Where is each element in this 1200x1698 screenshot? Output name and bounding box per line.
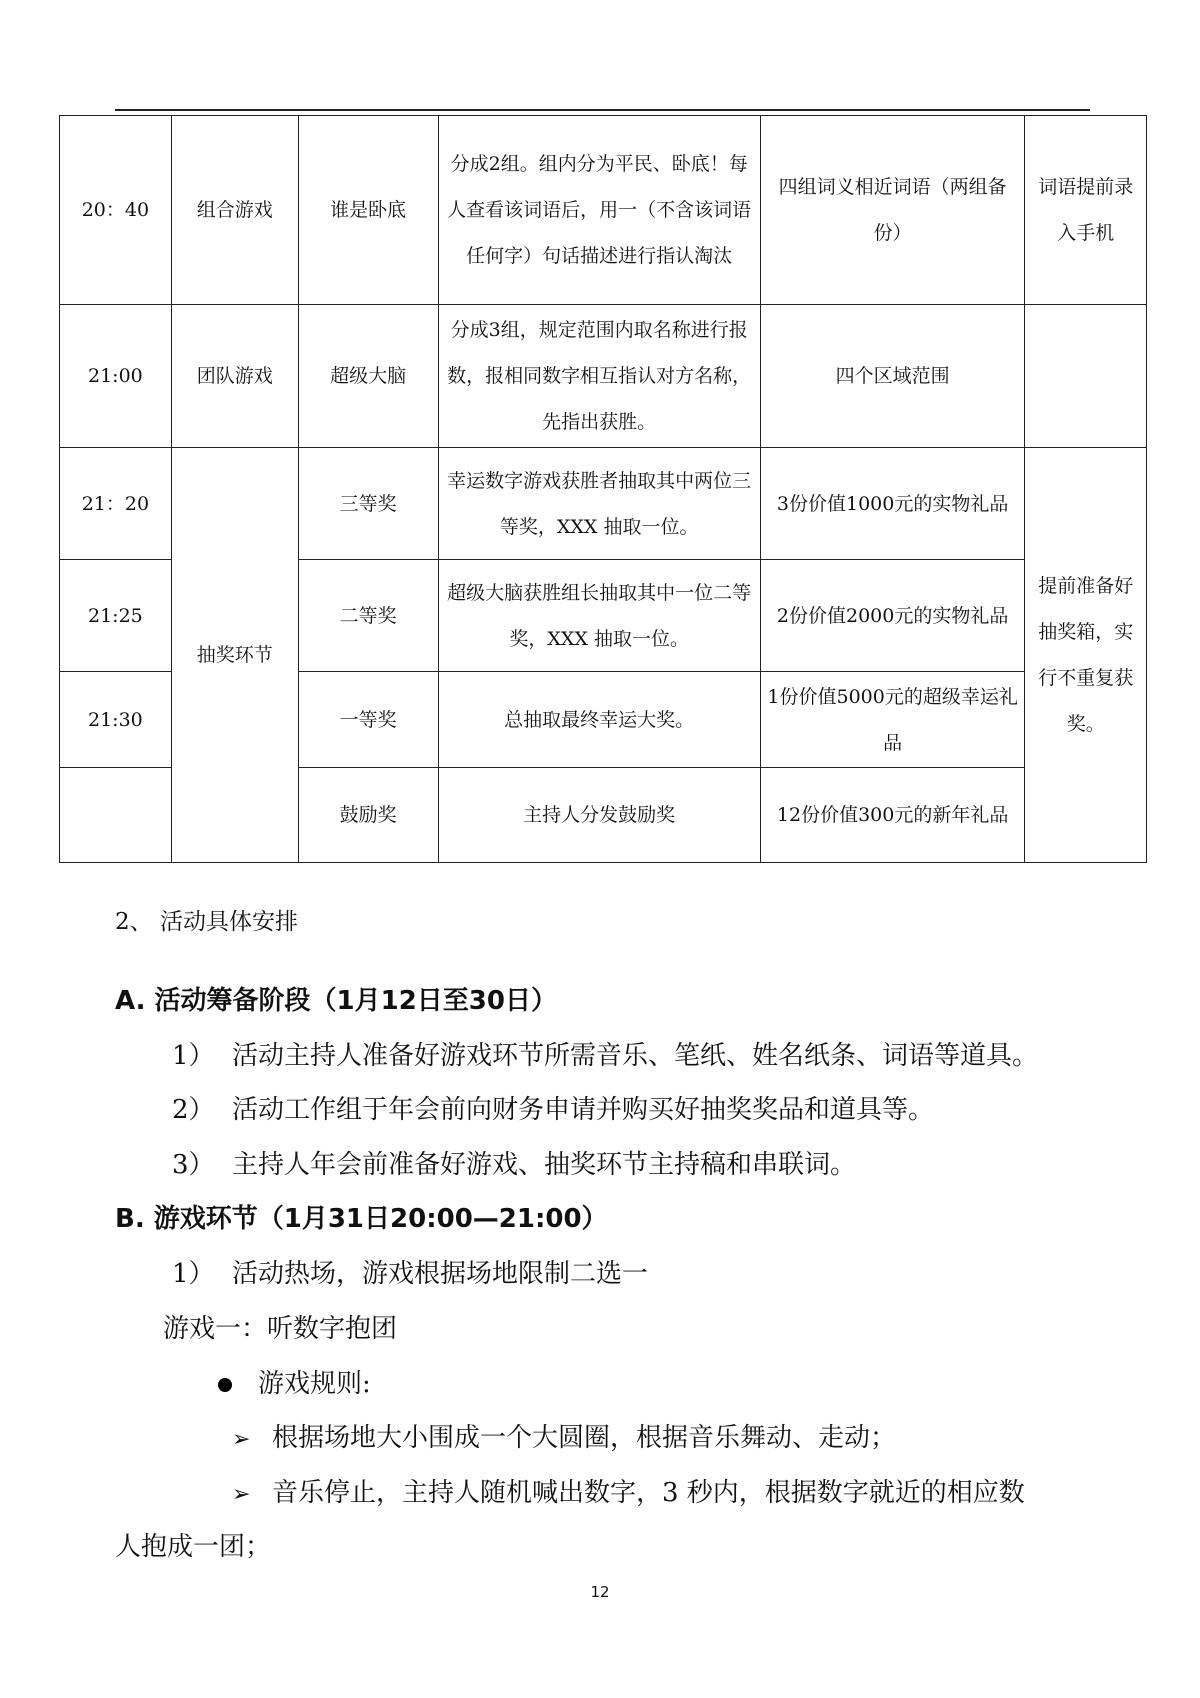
- time-cell: [60, 768, 172, 863]
- content-cell: 总抽取最终幸运大奖。: [438, 672, 760, 768]
- time-cell: 21:25: [60, 560, 172, 672]
- list-marker: 3）: [172, 1150, 215, 1180]
- notes-cell: 词语提前录入手机: [1025, 116, 1147, 305]
- arrow-bullet-icon: ➢: [232, 1427, 251, 1452]
- table-row: [60, 448, 1147, 560]
- arrow-bullet-icon: ➢: [232, 1482, 251, 1507]
- content-cell: 超级大脑获胜组长抽取其中一位二等奖，XXX 抽取一位。: [438, 560, 760, 672]
- item-cell: 二等奖: [298, 560, 438, 672]
- type-cell: 组合游戏: [171, 116, 298, 305]
- list-text: 活动热场，游戏根据场地限制二选一: [232, 1259, 649, 1289]
- materials-cell: 1份价值5000元的超级幸运礼品: [760, 672, 1025, 768]
- item-cell: 谁是卧底: [298, 116, 438, 305]
- game-title: 游戏一：听数字抱团: [163, 1314, 398, 1344]
- rule-continuation: 人抱成一团；: [115, 1532, 272, 1562]
- time-cell: 20：40: [60, 116, 172, 305]
- list-item: [172, 1089, 934, 1126]
- rule-text: 音乐停止，主持人随机喊出数字，3 秒内，根据数字就近的相应数: [272, 1478, 1025, 1508]
- item-cell: 超级大脑: [298, 305, 438, 448]
- list-marker: 2）: [172, 1095, 215, 1125]
- materials-cell: 2份价值2000元的实物礼品: [760, 560, 1025, 672]
- materials-cell: 四组词义相近词语（两组备份）: [760, 116, 1025, 305]
- time-cell: 21：20: [60, 448, 172, 560]
- header-rule: [115, 109, 1090, 111]
- bullet-icon: [218, 1378, 232, 1392]
- phase-b-heading: B. 游戏环节（1月31日20:00—21:00）: [115, 1204, 608, 1234]
- list-item: [172, 1035, 1038, 1072]
- materials-cell: 12份价值300元的新年礼品: [760, 768, 1025, 863]
- item-cell: 一等奖: [298, 672, 438, 768]
- time-cell: 21:30: [60, 672, 172, 768]
- list-marker: 1）: [172, 1259, 215, 1289]
- table-row: [60, 116, 1147, 305]
- item-cell: 三等奖: [298, 448, 438, 560]
- list-marker: 1）: [172, 1041, 215, 1071]
- content-cell: 分成3组，规定范围内取名称进行报数，报相同数字相互指认对方名称，先指出获胜。: [438, 305, 760, 448]
- rules-label: 游戏规则:: [258, 1369, 371, 1399]
- item-cell: 鼓励奖: [298, 768, 438, 863]
- list-text: 活动主持人准备好游戏环节所需音乐、笔纸、姓名纸条、词语等道具。: [232, 1041, 1039, 1071]
- content-cell: 幸运数字游戏获胜者抽取其中两位三等奖，XXX 抽取一位。: [438, 448, 760, 560]
- content-cell: 主持人分发鼓励奖: [438, 768, 760, 863]
- section-heading: 2、 活动具体安排: [115, 909, 298, 935]
- rule-item: [232, 1417, 896, 1454]
- table-row: [60, 305, 1147, 448]
- content-cell: 分成2组。组内分为平民、卧底！每人查看该词语后，用一（不含该词语任何字）句话描述进行指认淘汰: [438, 116, 760, 305]
- type-cell: 团队游戏: [171, 305, 298, 448]
- materials-cell: 3份价值1000元的实物礼品: [760, 448, 1025, 560]
- materials-cell: 四个区域范围: [760, 305, 1025, 448]
- list-item: [172, 1144, 856, 1181]
- list-text: 主持人年会前准备好游戏、抽奖环节主持稿和串联词。: [232, 1150, 857, 1180]
- rule-item: [232, 1472, 1025, 1509]
- type-cell: 抽奖环节: [171, 448, 298, 863]
- list-text: 活动工作组于年会前向财务申请并购买好抽奖奖品和道具等。: [232, 1095, 935, 1125]
- notes-cell: [1025, 305, 1147, 448]
- rules-heading: [218, 1363, 371, 1400]
- phase-a-heading: A. 活动筹备阶段（1月12日至30日）: [115, 986, 557, 1016]
- rule-text: 根据场地大小围成一个大圆圈，根据音乐舞动、走动；: [272, 1423, 897, 1453]
- schedule-table: [59, 115, 1147, 863]
- page-number: 12: [590, 1583, 610, 1601]
- list-item: [172, 1253, 648, 1290]
- notes-cell: 提前准备好抽奖箱，实行不重复获奖。: [1025, 448, 1147, 863]
- time-cell: 21:00: [60, 305, 172, 448]
